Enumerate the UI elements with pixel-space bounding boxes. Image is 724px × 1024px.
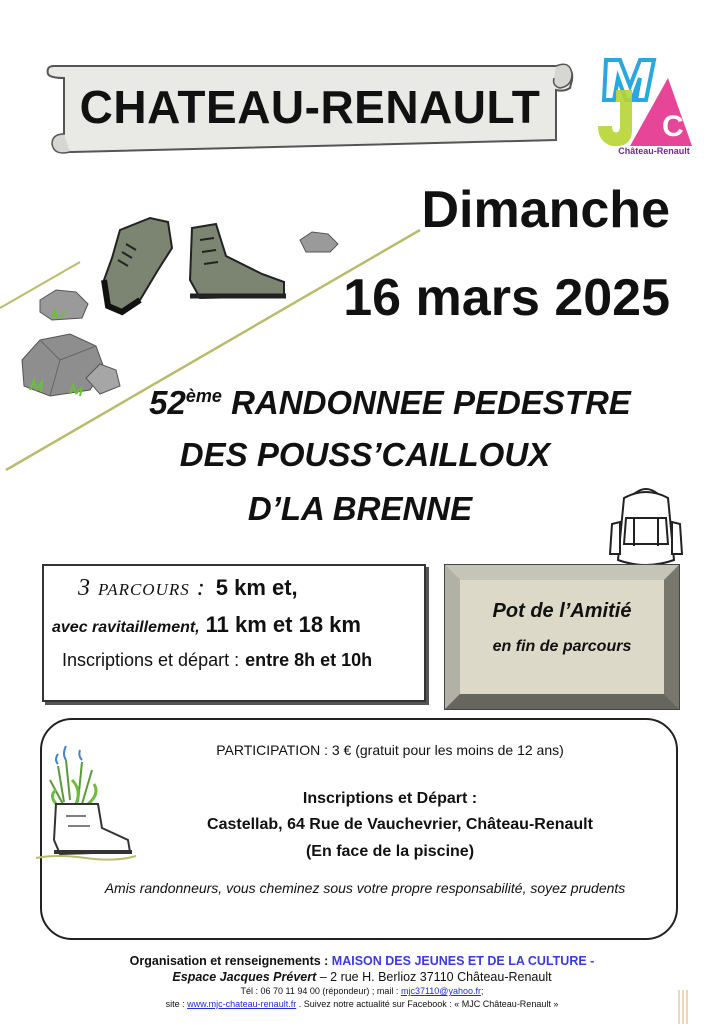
boot-flowers-icon: [36, 740, 136, 864]
footer-address: [40, 970, 684, 984]
footer-email-link[interactable]: mjc37110@yahoo.fr: [400, 986, 481, 996]
inscriptions-label: Inscriptions et départ :: [62, 650, 240, 670]
footer-site-suffix: . Suivez notre actualité sur Facebook : « MJC Château-Renault »: [296, 999, 559, 1009]
event-title-rest: RANDONNEE PEDESTRE: [221, 384, 631, 421]
footer-org-label: Organisation et renseignements :: [129, 954, 332, 968]
footer-tel-suffix: ;: [480, 986, 484, 996]
parcours-line2: [52, 612, 361, 638]
footer-site-link[interactable]: www.mjc-chateau-renault.fr: [187, 999, 297, 1009]
parcours-short: 5 km et,: [215, 575, 298, 600]
event-title-line3: D’LA BRENNE: [247, 490, 473, 527]
footer-organisation: [40, 954, 684, 968]
footer-site: [40, 999, 684, 1009]
event-day: Dimanche: [421, 181, 670, 239]
footer-tel: Tél : 06 70 11 94 00 (répondeur) ; mail :: [240, 986, 401, 996]
parcours-line1: [78, 574, 298, 602]
event-number: 52: [149, 384, 186, 421]
footer-street: – 2 rue H. Berlioz 37110 Château-Renault: [316, 970, 552, 984]
footer-org-name: MAISON DES JEUNES ET DE LA CULTURE -: [331, 954, 595, 968]
event-title-line2: DES POUSS’CAILLOUX: [179, 436, 551, 473]
decorative-lines: [676, 990, 690, 1024]
inscriptions-address: Castellab, 64 Rue de Vauchevrier, Château-Renault: [207, 816, 593, 833]
inscriptions-location-note: (En face de la piscine): [305, 843, 475, 860]
footer-espace: Espace Jacques Prévert: [172, 970, 317, 984]
logo-caption: Château-Renault: [618, 146, 690, 156]
pot-subtitle: en fin de parcours: [492, 638, 632, 655]
svg-text:C: C: [662, 110, 684, 143]
parcours-line3: [62, 650, 372, 671]
disclaimer-text: Amis randonneurs, vous cheminez sous votre propre responsabilité, soyez prudents: [104, 880, 626, 896]
pot-box: [444, 564, 680, 710]
event-ordinal: ème: [185, 386, 222, 406]
backpack-icon: [604, 484, 688, 570]
parcours-avec: avec ravitaillement,: [52, 619, 200, 636]
footer-contact: [40, 986, 684, 996]
footer-site-prefix: site :: [165, 999, 188, 1009]
event-title-line1: [120, 384, 660, 422]
parcours-long: 11 km et 18 km: [205, 612, 361, 637]
participation-text: PARTICIPATION : 3 € (gratuit pour les moins de 12 ans): [216, 742, 564, 758]
pot-title: Pot de l’Amitié: [492, 600, 632, 622]
page-title: CHATEAU-RENAULT: [79, 81, 541, 133]
mjc-logo-icon: [586, 50, 696, 160]
boots-icon: [104, 218, 286, 312]
inscriptions-hours: entre 8h et 10h: [245, 650, 373, 670]
parcours-label: 3 parcours :: [78, 575, 206, 601]
event-date: 16 mars 2025: [343, 269, 670, 327]
rocks-icon: [22, 232, 338, 396]
inscriptions-title: Inscriptions et Départ :: [302, 790, 478, 807]
